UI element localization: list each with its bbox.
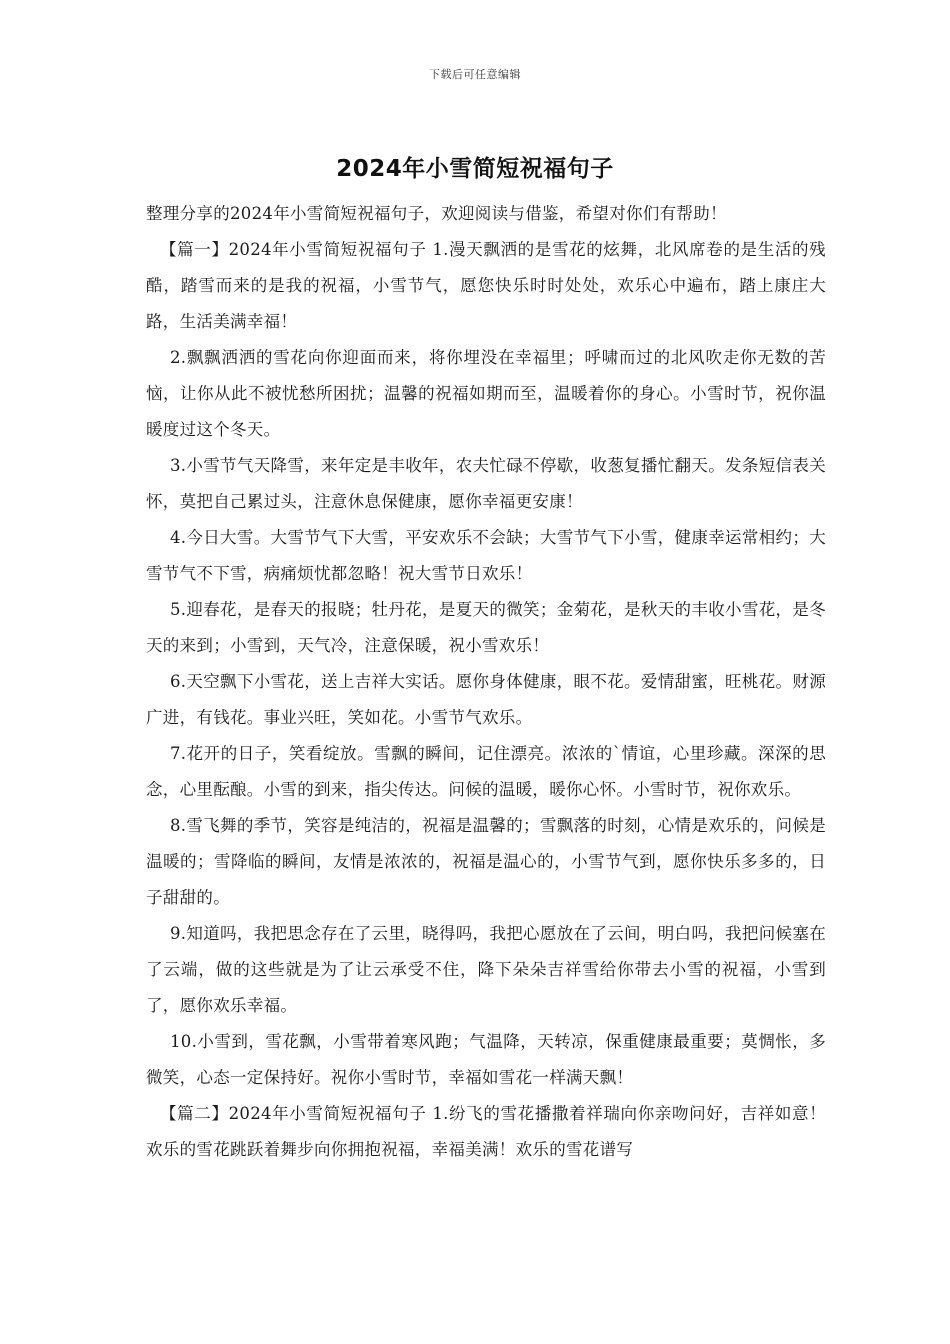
section-1-paragraph-6: 6.天空飘下小雪花，送上吉祥大实话。愿你身体健康，眼不花。爱情甜蜜，旺桃花。财源广进，有钱花。事业兴旺，笑如花。小雪节气欢乐。 <box>146 672 826 727</box>
section-1-paragraph-4: 4.今日大雪。大雪节气下大雪，平安欢乐不会缺；大雪节气下小雪，健康幸运常相约；大雪节气不下雪，病痛烦忧都忽略！祝大雪节日欢乐！ <box>146 528 826 583</box>
section-2-paragraph-1: 【篇二】2024年小雪简短祝福句子 1.纷飞的雪花播撒着祥瑞向你亲吻问好，吉祥如意！欢乐的雪花跳跃着舞步向你拥抱祝福，幸福美满！欢乐的雪花谱写 <box>146 1104 826 1159</box>
section-1-paragraph-7: 7.花开的日子，笑看绽放。雪飘的瞬间，记住漂亮。浓浓的`情谊，心里珍藏。深深的思念，心里酝酿。小雪的到来，指尖传达。问候的温暖，暖你心怀。小雪时节，祝你欢乐。 <box>146 744 826 799</box>
section-1-paragraph-5: 5.迎春花，是春天的报晓；牡丹花，是夏天的微笑；金菊花，是秋天的丰收小雪花，是冬天的来到；小雪到，天气冷，注意保暖，祝小雪欢乐！ <box>146 600 826 655</box>
intro-paragraph: 整理分享的2024年小雪简短祝福句子，欢迎阅读与借鉴，希望对你们有帮助！ <box>146 204 727 223</box>
header-note: 下载后可任意编辑 <box>429 68 521 81</box>
document-body <box>146 196 826 1168</box>
section-1-paragraph-1: 【篇一】2024年小雪简短祝福句子 1.漫天飘洒的是雪花的炫舞，北风席卷的是生活的残酷，踏雪而来的是我的祝福，小雪节气，愿您快乐时时处处，欢乐心中遍布，踏上康庄大路，生活美满幸福！ <box>146 240 826 331</box>
section-1-paragraph-2: 2.飘飘洒洒的雪花向你迎面而来，将你埋没在幸福里；呼啸而过的北风吹走你无数的苦恼，让你从此不被忧愁所困扰；温馨的祝福如期而至，温暖着你的身心。小雪时节，祝你温暖度过这个冬天。 <box>146 348 826 439</box>
section-1-paragraph-8: 8.雪飞舞的季节，笑容是纯洁的，祝福是温馨的；雪飘落的时刻，心情是欢乐的，问候是温暖的；雪降临的瞬间，友情是浓浓的，祝福是温心的，小雪节气到，愿你快乐多多的，日子甜甜的。 <box>146 816 826 907</box>
section-1-paragraph-10: 10.小雪到，雪花飘，小雪带着寒风跑；气温降，天转凉，保重健康最重要；莫惆怅，多微笑，心态一定保持好。祝你小雪时节，幸福如雪花一样满天飘！ <box>146 1032 826 1087</box>
section-1-paragraph-3: 3.小雪节气天降雪，来年定是丰收年，农夫忙碌不停歇，收葱复播忙翻天。发条短信表关怀，莫把自己累过头，注意休息保健康，愿你幸福更安康！ <box>146 456 826 511</box>
section-1-paragraph-9: 9.知道吗，我把思念存在了云里，晓得吗，我把心愿放在了云间，明白吗，我把问候塞在了云端，做的这些就是为了让云承受不住，降下朵朵吉祥雪给你带去小雪的祝福，小雪到了，愿你欢乐幸福。 <box>146 924 826 1015</box>
document-title: 2024年小雪简短祝福句子 <box>336 156 614 182</box>
